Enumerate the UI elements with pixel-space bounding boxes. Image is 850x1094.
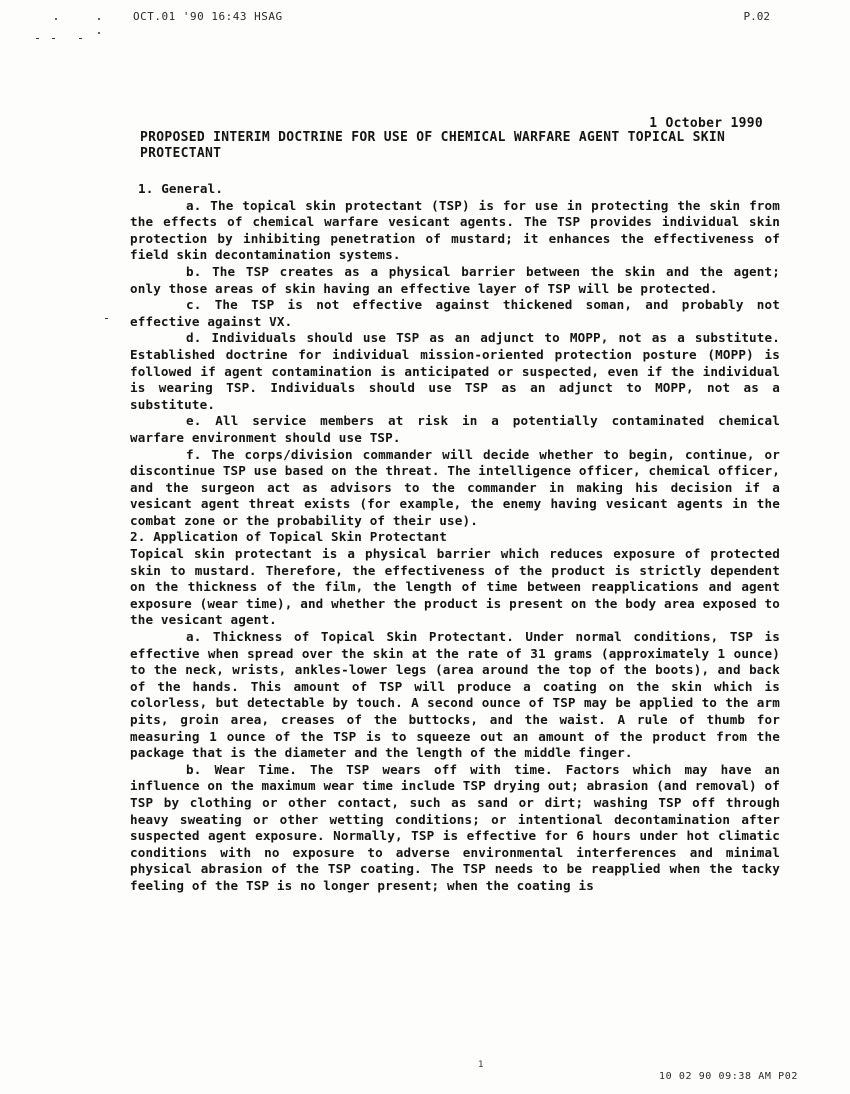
document-date: 1 October 1990	[649, 116, 763, 131]
page-number: 1	[478, 1060, 484, 1070]
paragraph-2b: b. Wear Time. The TSP wears off with time. Factors which may have an influence on the maximum wear time include TSP drying out; abrasion (and removal) of TSP by clothing or other contact, such as sand or dirt; washing TSP off through heavy sweating or other wetting conditions; or intentional decontamination after suspected agent exposure. Normally, TSP is effective for 6 hours under hot climatic conditions with no exposure to adverse environmental interferences and minimal physical abrasion of the TSP coating. The TSP needs to be reapplied when the tacky feeling of the TSP is no longer present; when the coating is	[130, 761, 780, 893]
document-body	[130, 181, 780, 895]
paragraph-1b: b. The TSP creates as a physical barrier between the skin and the agent; only those areas of skin having an effective layer of TSP will be protected.	[130, 263, 780, 296]
fax-header-page: P.02	[743, 10, 770, 23]
paragraph-2-intro: Topical skin protectant is a physical barrier which reduces exposure of protected skin to mustard. Therefore, the effectiveness of the product is strictly dependent on the thickness of the film, the length of time between reapplications and agent exposure (wear time), and whether the product is present on the body area exposed to the vesicant agent.	[130, 546, 780, 628]
paragraph-1e: e. All service members at risk in a potentially contaminated chemical warfare environment should use TSP.	[130, 413, 780, 445]
fax-header-timestamp: OCT.01 '90 16:43 HSAG	[133, 10, 283, 23]
paragraph-1f: f. The corps/division commander will decide whether to begin, continue, or discontinue TSP use based on the threat. The intelligence officer, chemical officer, and the surgeon act as advisors to the commander in making his decision if a vesicant agent threat exists (for example, the enemy having vesicant agents in the combat zone or the probability of their use).	[130, 446, 780, 528]
document-title: PROPOSED INTERIM DOCTRINE FOR USE OF CHEMICAL WARFARE AGENT TOPICAL SKIN PROTECTANT	[140, 130, 726, 161]
section-2-heading: 2. Application of Topical Skin Protectant	[130, 529, 448, 545]
section-1-heading: 1. General.	[138, 181, 224, 196]
paragraph-1d: d. Individuals should use TSP as an adjunct to MOPP, not as a substitute. Established doctrine for individual mission-oriented protection posture (MOPP) is followed if agent contamination is anticipated or suspected, even if the individual is wearing TSP. Individuals should use TSP as an adjunct to MOPP, not as a substitute.	[130, 330, 780, 412]
fax-transmission-footer: 10 02 90 09:38 AM P02	[658, 1071, 798, 1082]
paragraph-1a: a. The topical skin protectant (TSP) is for use in protecting the skin from the effects of chemical warfare vesicant agents. The TSP provides individual skin protection by inhibiting penetration of mustard; it enhances the effectiveness of field skin decontamination systems.	[130, 197, 780, 263]
paragraph-1c: c. The TSP is not effective against thickened soman, and probably not effective against VX.	[130, 297, 780, 329]
fax-transmission-header	[0, 10, 850, 30]
paragraph-2a: a. Thickness of Topical Skin Protectant. Under normal conditions, TSP is effective when spread over the skin at the rate of 31 grams (approximately 1 ounce) to the neck, wrists, ankles-lower legs (area around the top of the boots), and back of the hands. This amount of TSP will produce a coating on the skin which is colorless, but detectable by touch. A second ounce of TSP may be applied to the arm pits, groin area, creases of the buttocks, and the waist. A rule of thumb for measuring 1 ounce of the TSP is to squeeze out an amount of the product from the package that is the diameter and the length of the middle finger.	[130, 629, 780, 761]
